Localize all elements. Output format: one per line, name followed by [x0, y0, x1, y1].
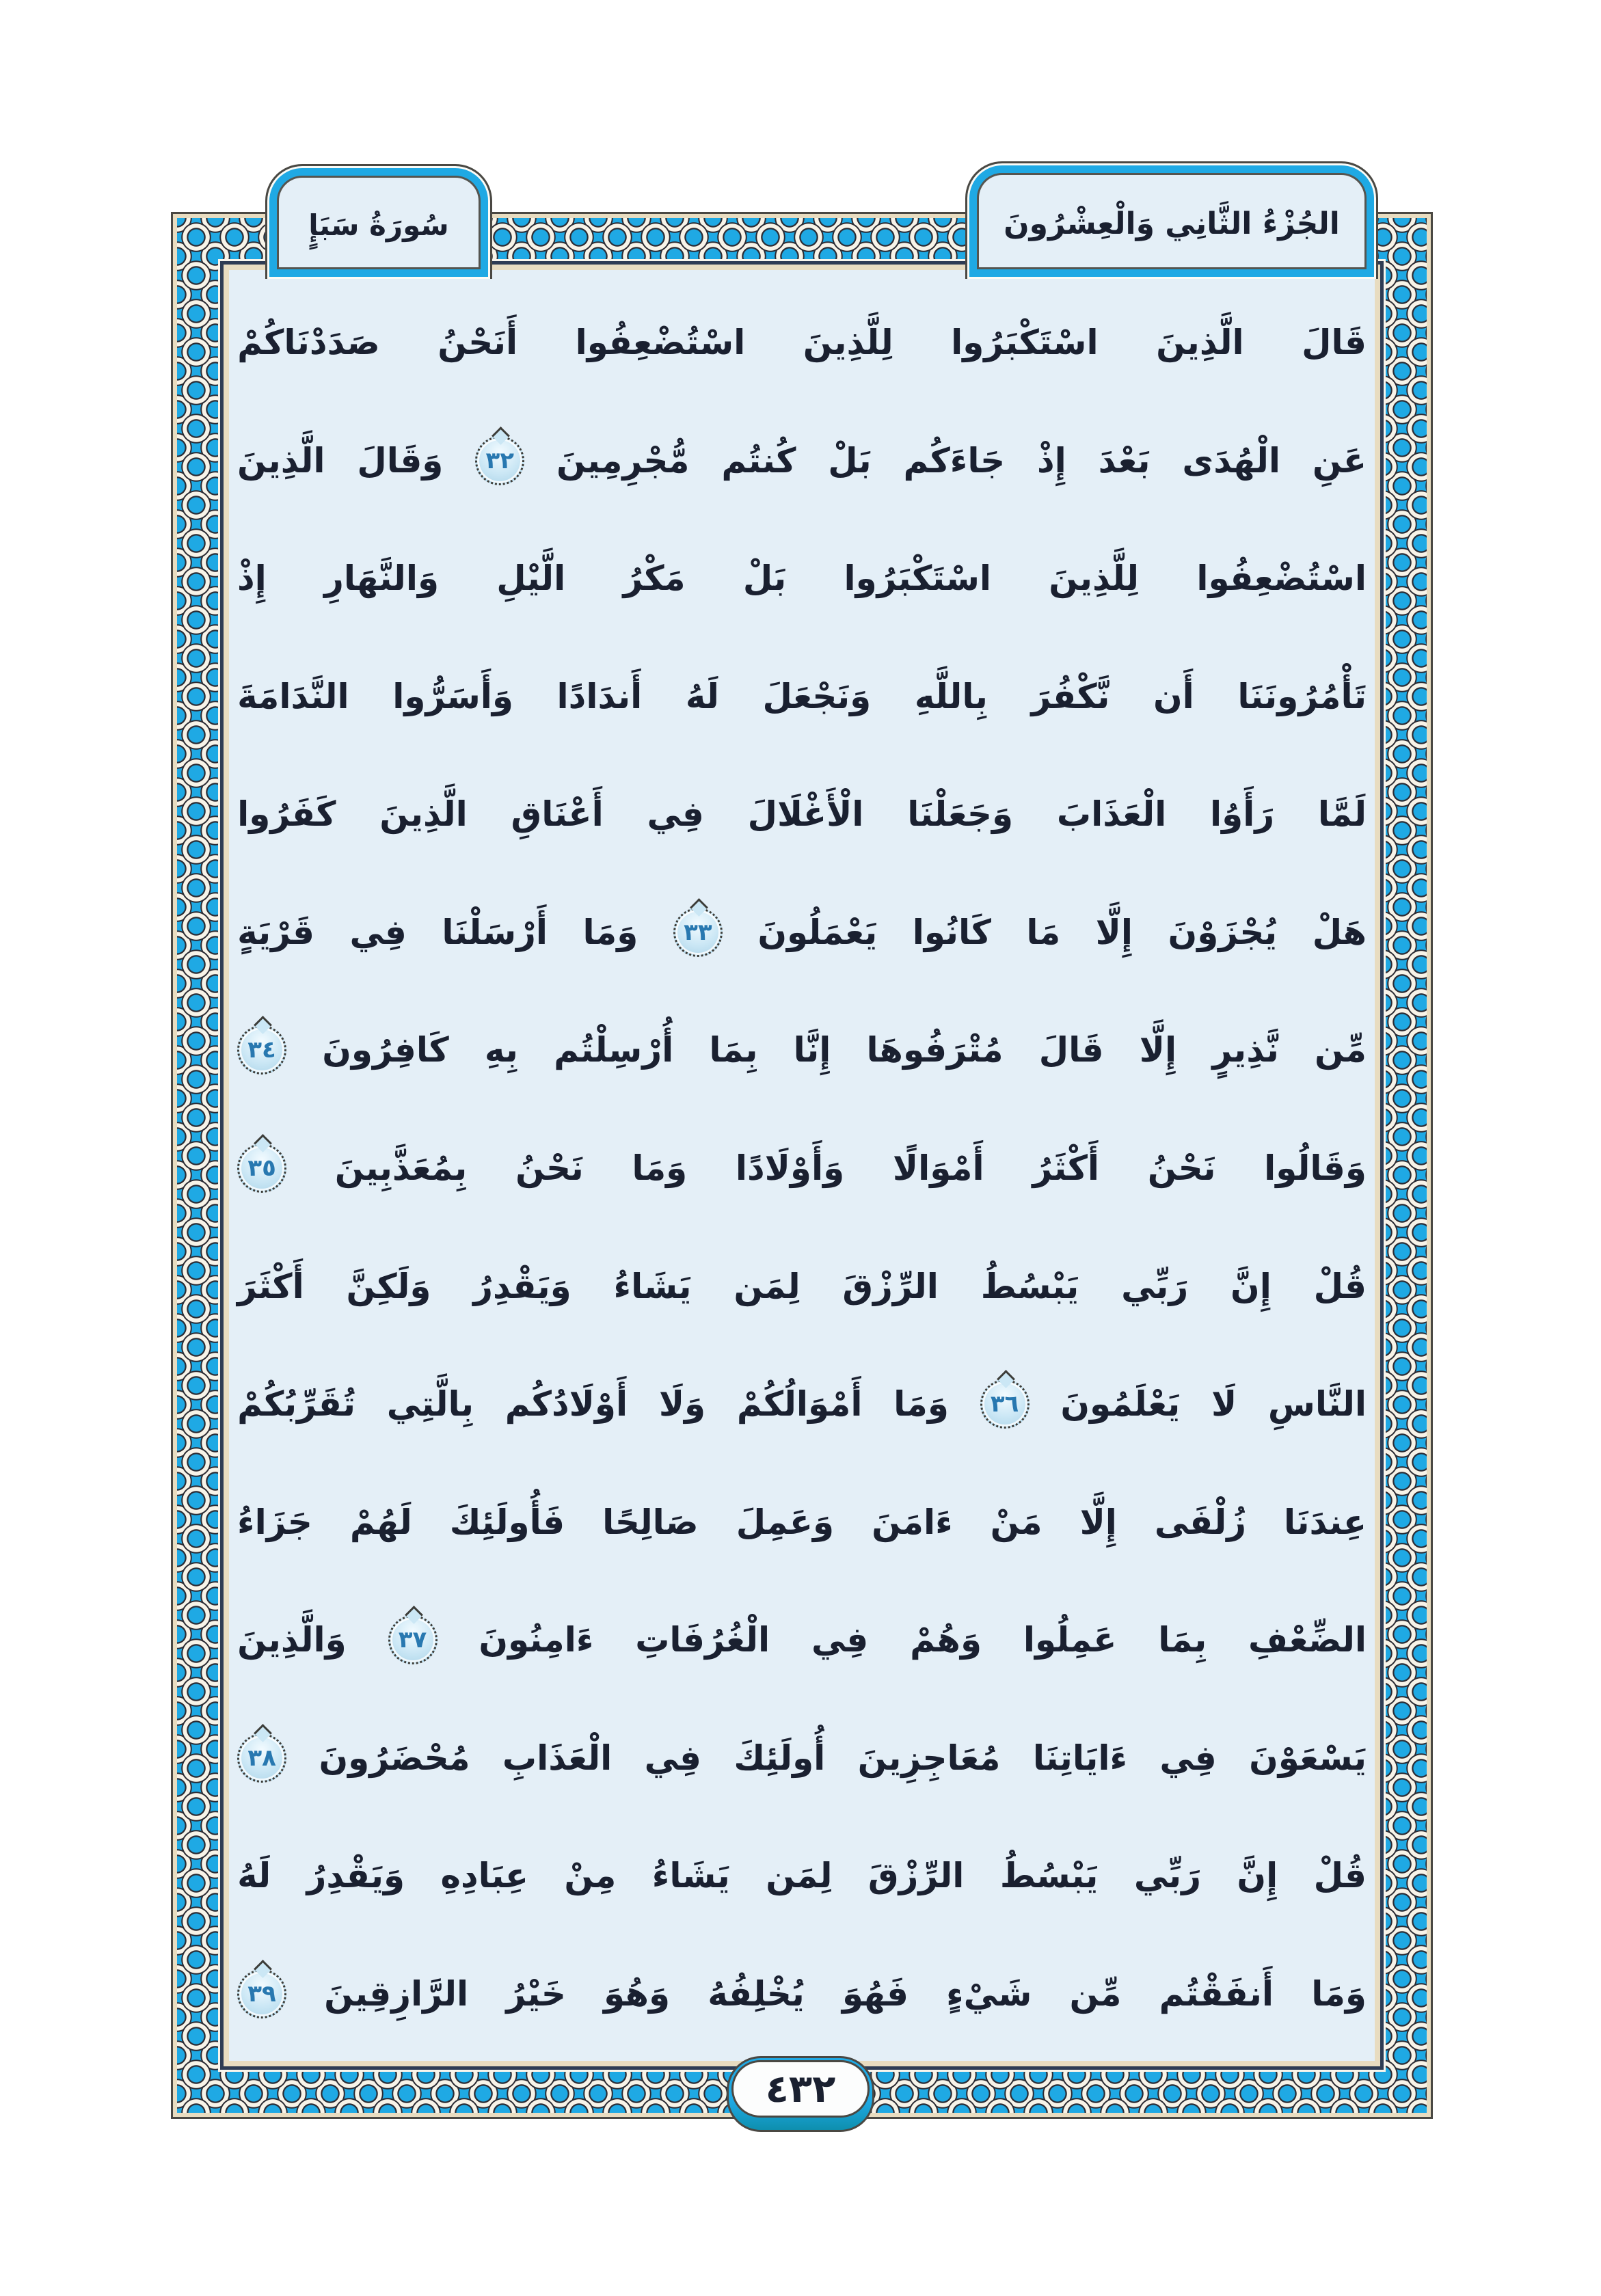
quran-word: وَهُوَ: [603, 1973, 671, 2014]
quran-word: يَبْسُطُ: [999, 1856, 1099, 1896]
quran-word: جَاءَكُم: [903, 440, 1006, 481]
quran-word: مَا: [1026, 912, 1061, 952]
quran-word: بِالَّتِي: [386, 1384, 474, 1424]
quran-line: [237, 1581, 1367, 1699]
quran-word: وَأَسَرُّوا: [392, 676, 513, 716]
quran-word: وَأَوْلَادًا: [735, 1148, 845, 1188]
quran-word: صَالِحًا: [602, 1502, 699, 1542]
quran-word: بَلْ: [828, 440, 872, 481]
verse-end-ornament: [673, 908, 723, 957]
inner-rim: [218, 259, 1386, 2072]
quran-word: لِلَّذِينَ: [1049, 558, 1140, 599]
quran-word: بِهِ: [484, 1030, 518, 1070]
page-number-cartouche: [727, 2056, 874, 2132]
quran-word: بِمَا: [1158, 1620, 1207, 1660]
quran-word: فِي: [644, 1738, 701, 1778]
quran-word: قَالَ: [1038, 1030, 1104, 1070]
quran-word: عَنِ: [1312, 440, 1367, 481]
quran-word: لَهُمْ: [349, 1502, 412, 1542]
quran-word: وَالَّذِينَ: [237, 1620, 347, 1660]
quran-word: تَأْمُرُونَنَا: [1237, 676, 1367, 716]
quran-word: قَالَ: [1302, 323, 1367, 363]
quran-word: أُرْسِلْتُم: [554, 1030, 674, 1070]
quran-word: الضِّعْفِ: [1248, 1620, 1367, 1660]
quran-word: يَسْعَوْنَ: [1249, 1738, 1367, 1778]
quran-word: لِمَن: [734, 1266, 801, 1306]
quran-word: لَمَّا: [1317, 794, 1367, 835]
quran-word: مُحْضَرُونَ: [319, 1738, 470, 1778]
verse-end-ornament: [237, 1733, 286, 1783]
quran-word: إِلَّا: [1079, 1502, 1117, 1542]
verse-end-ornament: [388, 1615, 438, 1664]
quran-word: أَن: [1153, 676, 1194, 716]
quran-word: بَعْدَ: [1098, 440, 1151, 481]
quran-line: [237, 638, 1367, 756]
quran-word: لِلَّذِينَ: [803, 323, 893, 363]
juz-name-label: الجُزْءُ الثَّانِي وَالْعِشْرُونَ: [1004, 206, 1340, 241]
quran-word: عِبَادِهِ: [440, 1856, 529, 1896]
quran-word: اسْتَكْبَرُوا: [951, 323, 1099, 363]
quran-word: لَهُ: [237, 1856, 271, 1896]
quran-word: هَلْ: [1312, 912, 1367, 952]
quran-word: إِلَّا: [1139, 1030, 1177, 1070]
quran-word: النَّاسِ: [1267, 1384, 1367, 1424]
verse-number: ٣٤: [247, 1036, 276, 1064]
quran-line: [237, 1817, 1367, 1935]
quran-word: الرَّازِقِينَ: [324, 1973, 469, 2014]
quran-word: بِاللَّهِ: [914, 676, 988, 716]
quran-word: إِلَّا: [1095, 912, 1133, 952]
quran-line: [237, 402, 1367, 520]
quran-line: [237, 1345, 1367, 1463]
verse-number: ٣٢: [485, 446, 514, 474]
quran-word: بَلْ: [742, 558, 787, 599]
quran-word: ءَايَاتِنَا: [1032, 1738, 1128, 1778]
quran-line: [237, 755, 1367, 874]
quran-word: إِذْ: [237, 558, 267, 599]
quran-word: وَهُمْ: [910, 1620, 982, 1660]
surah-name-label: سُورَةُ سَبَإٍ: [308, 208, 449, 242]
quran-word: يَشَاءُ: [613, 1266, 692, 1306]
quran-word: يَبْسُطُ: [980, 1266, 1079, 1306]
verse-end-ornament: [237, 1025, 286, 1075]
quran-word: نَحْنُ: [515, 1148, 584, 1188]
quran-word: ءَامِنُونَ: [479, 1620, 594, 1660]
quran-word: كَافِرُونَ: [322, 1030, 449, 1070]
verse-end-ornament: [475, 436, 524, 485]
verse-number: ٣٩: [247, 1980, 276, 2008]
quran-word: وَالنَّهَارِ: [324, 558, 440, 599]
quran-word: أَعْنَاقِ: [511, 794, 604, 835]
quran-word: وَيَقْدِرُ: [473, 1266, 571, 1306]
quran-word: فَأُولَئِكَ: [449, 1502, 565, 1542]
quran-word: إِنَّ: [1230, 1266, 1272, 1306]
ornamental-border-band: [177, 218, 1427, 2113]
quran-word: فَهُوَ: [842, 1973, 909, 2014]
quran-word: اسْتُضْعِفُوا: [575, 323, 746, 363]
quran-word: شَيْءٍ: [946, 1973, 1032, 2014]
surah-name-tab: [265, 164, 492, 279]
quran-word: أَمْوَالُكُمْ: [736, 1384, 863, 1424]
quran-word: زُلْفَى: [1154, 1502, 1247, 1542]
quran-word: كُنتُم: [721, 440, 796, 481]
quran-line: [237, 1109, 1367, 1228]
quran-word: تُقَرِّبُكُمْ: [237, 1384, 356, 1424]
quran-word: يُخْلِفُهُ: [708, 1973, 805, 2014]
quran-word: مُعَاجِزِينَ: [857, 1738, 1001, 1778]
quran-word: الْهُدَى: [1182, 440, 1281, 481]
quran-word: أُولَئِكَ: [734, 1738, 826, 1778]
quran-word: مِّن: [1315, 1030, 1367, 1070]
quran-word: اسْتُضْعِفُوا: [1196, 558, 1367, 599]
verse-number: ٣٨: [247, 1744, 276, 1772]
quran-word: مَكْرُ: [623, 558, 686, 599]
quran-word: مُّجْرِمِينَ: [556, 440, 690, 481]
quran-word: وَمَا: [893, 1384, 949, 1424]
quran-word: يُجْزَوْنَ: [1168, 912, 1278, 952]
quran-word: إِذْ: [1037, 440, 1066, 481]
quran-word: أَنَحْنُ: [438, 323, 518, 363]
quran-word: نَّذِيرٍ: [1212, 1030, 1279, 1070]
quran-word: قُلْ: [1313, 1266, 1367, 1306]
quran-word: وَقَالُوا: [1264, 1148, 1367, 1188]
quran-word: الرِّزْقَ: [842, 1266, 939, 1306]
quran-word: وَمَا: [582, 912, 638, 952]
quran-word: مُتْرَفُوهَا: [866, 1030, 1004, 1070]
quran-word: الْغُرُفَاتِ: [635, 1620, 770, 1660]
verse-end-ornament: [237, 1144, 286, 1193]
quran-word: أَكْثَرُ: [1032, 1148, 1100, 1188]
quran-word: نَّكْفُرَ: [1031, 676, 1110, 716]
quran-word: فِي: [1159, 1738, 1217, 1778]
quran-word: رَبِّي: [1121, 1266, 1189, 1306]
quran-word: الَّذِينَ: [379, 794, 468, 835]
quran-word: وَيَقْدِرُ: [306, 1856, 405, 1896]
quran-word: الْعَذَابِ: [502, 1738, 613, 1778]
quran-word: عِندَنَا: [1284, 1502, 1367, 1542]
quran-line: [237, 1227, 1367, 1345]
quran-word: رَبِّي: [1133, 1856, 1201, 1896]
quran-line: [237, 284, 1367, 402]
quran-word: وَجَعَلْنَا: [907, 794, 1014, 835]
quran-word: أَوْلَادُكُم: [504, 1384, 628, 1424]
quran-line: [237, 874, 1367, 992]
quran-word: الَّيْلِ: [496, 558, 566, 599]
quran-word: وَمَا: [1311, 1973, 1367, 2014]
quran-line: [237, 1934, 1367, 2053]
quran-word: خَيْرُ: [506, 1973, 566, 2014]
quran-word: مِّن: [1069, 1973, 1122, 2014]
quran-word: يَعْلَمُونَ: [1060, 1384, 1181, 1424]
quran-word: أَنفَقْتُم: [1159, 1973, 1274, 2014]
quran-word: وَلَا: [658, 1384, 706, 1424]
quran-word: لَهُ: [685, 676, 719, 716]
quran-word: ءَامَنَ: [872, 1502, 953, 1542]
quran-word: النَّدَامَةَ: [237, 676, 349, 716]
quran-word: فِي: [647, 794, 704, 835]
quran-word: مَنْ: [990, 1502, 1042, 1542]
quran-word: كَفَرُوا: [237, 794, 336, 835]
quran-word: عَمِلُوا: [1023, 1620, 1117, 1660]
quran-word: الرِّزْقَ: [867, 1856, 965, 1896]
quran-word: لَا: [1211, 1384, 1237, 1424]
quran-word: وَنَجْعَلَ: [762, 676, 872, 716]
verse-end-ornament: [980, 1379, 1030, 1429]
quran-word: نَحْنُ: [1147, 1148, 1216, 1188]
quran-word: يَشَاءُ: [651, 1856, 730, 1896]
verse-number: ٣٣: [684, 918, 712, 946]
quran-lines: [237, 284, 1367, 2053]
page-number: ٤٣٢: [731, 2060, 870, 2118]
juz-name-tab: [965, 161, 1378, 279]
decorative-frame: [171, 212, 1433, 2119]
verse-end-ornament: [237, 1969, 286, 2018]
quran-line: [237, 1463, 1367, 1581]
verse-number: ٣٥: [247, 1154, 276, 1182]
quran-word: الْعَذَابَ: [1056, 794, 1167, 835]
quran-word: مِنْ: [564, 1856, 617, 1896]
quran-word: وَمَا: [632, 1148, 688, 1188]
quran-line: [237, 991, 1367, 1109]
quran-word: كَانُوا: [912, 912, 991, 952]
quran-word: لِمَن: [766, 1856, 833, 1896]
quran-word: قَرْيَةٍ: [237, 912, 315, 952]
quran-word: بِمُعَذَّبِينَ: [334, 1148, 468, 1188]
quran-word: وَلَكِنَّ: [346, 1266, 431, 1306]
quran-word: إِنَّ: [1237, 1856, 1278, 1896]
verse-number: ٣٦: [990, 1390, 1019, 1418]
quran-word: أَمْوَالًا: [892, 1148, 984, 1188]
quran-word: الْأَغْلَالَ: [747, 794, 864, 835]
quran-word: قُلْ: [1313, 1856, 1367, 1896]
quran-word: اسْتَكْبَرُوا: [844, 558, 991, 599]
quran-word: يَعْمَلُونَ: [757, 912, 878, 952]
quran-word: الَّذِينَ: [1156, 323, 1244, 363]
quran-word: أَرْسَلْنَا: [442, 912, 548, 952]
quran-word: إِنَّا: [793, 1030, 831, 1070]
quran-word: أَكْثَرَ: [237, 1266, 304, 1306]
quran-word: فِي: [811, 1620, 869, 1660]
quran-word: رَأَوُا: [1210, 794, 1275, 835]
quran-word: وَقَالَ: [357, 440, 444, 481]
quran-text-area: [229, 270, 1375, 2061]
quran-word: أَندَادًا: [556, 676, 643, 716]
quran-word: جَزَاءُ: [237, 1502, 312, 1542]
verse-number: ٣٧: [398, 1626, 427, 1654]
quran-line: [237, 519, 1367, 638]
quran-word: فِي: [349, 912, 407, 952]
quran-word: الَّذِينَ: [237, 440, 325, 481]
quran-word: بِمَا: [709, 1030, 758, 1070]
quran-line: [237, 1699, 1367, 1817]
quran-word: صَدَدْنَاكُمْ: [237, 323, 380, 363]
quran-word: وَعَمِلَ: [736, 1502, 835, 1542]
